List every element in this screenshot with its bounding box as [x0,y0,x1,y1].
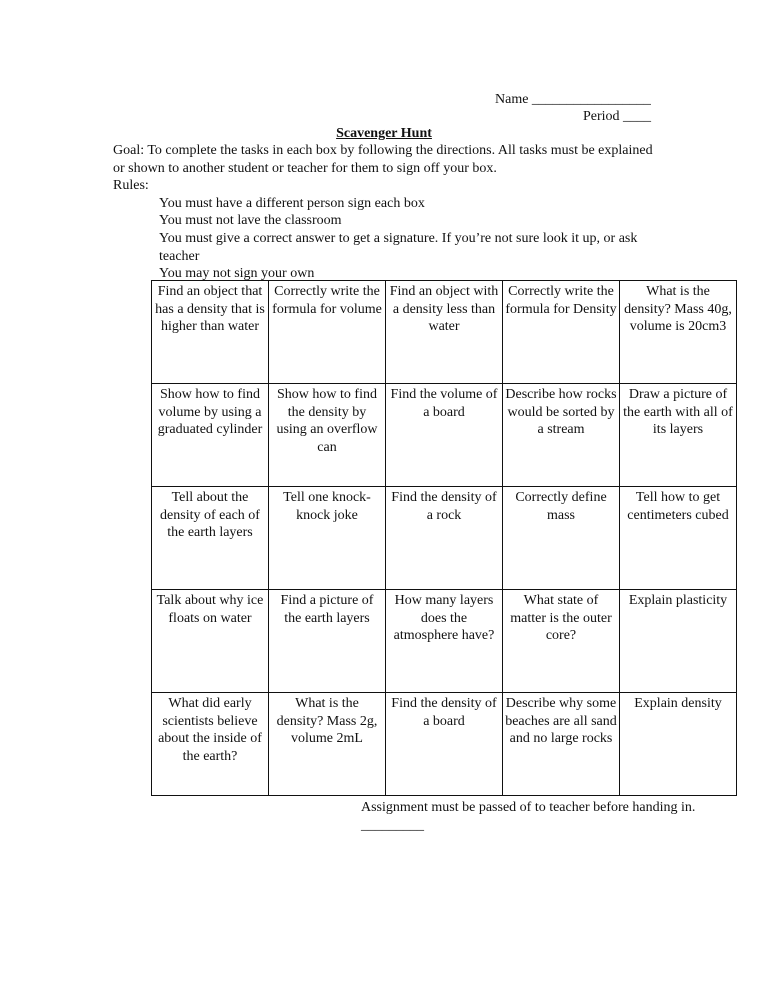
page-title: Scavenger Hunt [336,126,432,141]
grid-cell: Find the volume of a board [386,384,503,487]
rules-label: Rules: [113,178,149,193]
rule-item: You must have a different person sign each box [159,196,425,211]
grid-cell: Correctly write the formula for Density [503,281,620,384]
grid-cell: How many layers does the atmosphere have? [386,590,503,693]
name-field-line[interactable]: Name _________________ [495,92,651,107]
grid-cell: What did early scientists believe about the inside of the earth? [152,693,269,796]
rule-item: You may not sign your own [159,266,315,281]
grid-cell: Correctly write the formula for volume [269,281,386,384]
grid-row [152,487,737,590]
grid-cell: Find the density of a board [386,693,503,796]
rule-item: You must not lave the classroom [159,213,342,228]
period-field-line[interactable]: Period ____ [583,109,652,124]
grid-cell: Find an object that has a density that is higher than water [152,281,269,384]
grid-cell: Describe why some beaches are all sand and no large rocks [503,693,620,796]
grid-row [152,590,737,693]
grid-row [152,384,737,487]
grid-cell: Show how to find the density by using an overflow can [269,384,386,487]
rule-item: You must give a correct answer to get a signature. If you’re not sure look it up, or ask teacher [159,231,638,264]
grid-cell: Explain density [620,693,737,796]
goal-text: Goal: To complete the tasks in each box by following the directions. All tasks must be explained or shown to another student or teacher for them to sign off your box. [113,143,653,176]
grid-cell: Find a picture of the earth layers [269,590,386,693]
grid-cell: Explain plasticity [620,590,737,693]
grid-cell: Tell about the density of each of the earth layers [152,487,269,590]
grid-cell: Describe how rocks would be sorted by a stream [503,384,620,487]
grid-cell: Show how to find volume by using a graduated cylinder [152,384,269,487]
grid-cell: What is the density? Mass 40g, volume is 20cm3 [620,281,737,384]
grid-cell: What state of matter is the outer core? [503,590,620,693]
grid-cell: Correctly define mass [503,487,620,590]
grid-cell: Draw a picture of the earth with all of its layers [620,384,737,487]
grid-row [152,693,737,796]
scavenger-grid [151,280,737,796]
footer-note: Assignment must be passed of to teacher before handing in. _________ [361,800,696,833]
grid-cell: Talk about why ice floats on water [152,590,269,693]
grid-cell: Tell one knock-knock joke [269,487,386,590]
grid-row [152,281,737,384]
grid-cell: Find an object with a density less than water [386,281,503,384]
grid-cell: Tell how to get centimeters cubed [620,487,737,590]
grid-cell: Find the density of a rock [386,487,503,590]
grid-cell: What is the density? Mass 2g, volume 2mL [269,693,386,796]
